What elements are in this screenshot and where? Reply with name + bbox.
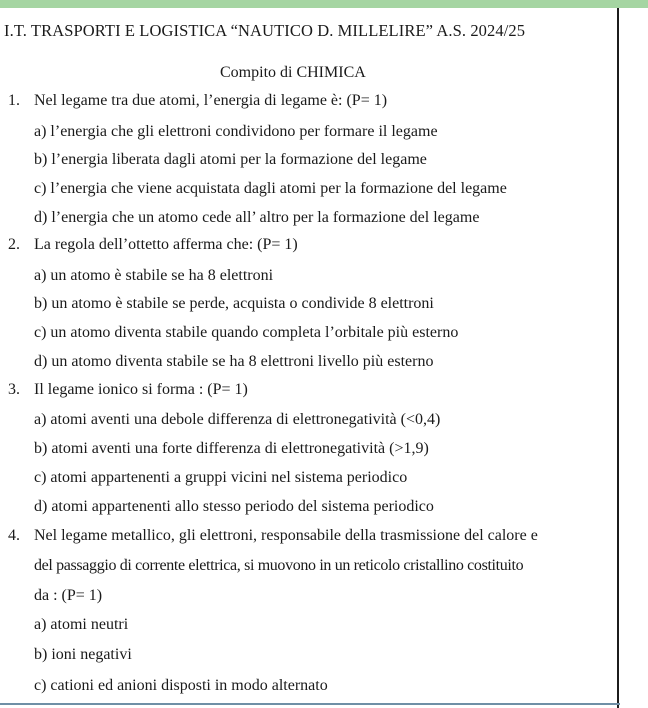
question-1 xyxy=(8,91,387,111)
question-2-option-b: b) un atomo è stabile se perde, acquista o condivide 8 elettroni xyxy=(34,295,434,312)
document-subtitle: Compito di CHIMICA xyxy=(220,64,366,81)
question-4-option-a: a) atomi neutri xyxy=(34,616,129,633)
question-1-option-a: a) l’energia che gli elettroni condividono per formare il legame xyxy=(34,123,438,140)
question-4-option-b: b) ioni negativi xyxy=(34,646,132,663)
question-3-option-b: b) atomi aventi una forte differenza di elettronegatività (>1,9) xyxy=(34,440,429,457)
question-1-option-d: d) l’energia che un atomo cede all’ altro per la formazione del legame xyxy=(34,209,480,226)
question-3 xyxy=(8,380,248,400)
question-number: 2. xyxy=(8,236,20,253)
document-header: I.T. TRASPORTI E LOGISTICA “NAUTICO D. MILLELIRE” A.S. 2024/25 xyxy=(4,21,526,40)
question-number: 4. xyxy=(8,527,20,544)
question-2-option-d: d) un atomo diventa stabile se ha 8 elettroni livello più esterno xyxy=(34,353,434,370)
question-4-continuation-2: da : (P= 1) xyxy=(34,587,103,604)
question-2-option-a: a) un atomo è stabile se ha 8 elettroni xyxy=(34,267,274,284)
question-1-option-b: b) l’energia liberata dagli atomi per la formazione del legame xyxy=(34,151,427,168)
question-2 xyxy=(8,235,298,255)
question-text: Nel legame metallico, gli elettroni, responsabile della trasmissione del calore e xyxy=(34,527,538,544)
question-3-option-d: d) atomi appartenenti allo stesso periodo del sistema periodico xyxy=(34,498,434,515)
question-number: 3. xyxy=(8,381,20,398)
question-4-option-c: c) cationi ed anioni disposti in modo alternato xyxy=(34,677,328,694)
question-4-continuation-1: del passaggio di corrente elettrica, si muovono in un reticolo cristallino costituito xyxy=(34,557,524,574)
question-1-option-c: c) l’energia che viene acquistata dagli atomi per la formazione del legame xyxy=(34,180,507,197)
right-border-line xyxy=(617,8,619,708)
question-text: La regola dell’ottetto afferma che: (P= 1) xyxy=(34,236,298,253)
question-3-option-a: a) atomi aventi una debole differenza di elettronegatività (<0,4) xyxy=(34,411,441,428)
question-3-option-c: c) atomi appartenenti a gruppi vicini nel sistema periodico xyxy=(34,469,408,486)
question-4 xyxy=(8,526,538,546)
top-color-band xyxy=(0,0,648,8)
question-2-option-c: c) un atomo diventa stabile quando completa l’orbitale più esterno xyxy=(34,324,459,341)
bottom-border-line xyxy=(0,703,620,705)
question-number: 1. xyxy=(8,92,20,109)
question-text: Nel legame tra due atomi, l’energia di legame è: (P= 1) xyxy=(34,92,388,109)
question-text: Il legame ionico si forma : (P= 1) xyxy=(34,381,248,398)
